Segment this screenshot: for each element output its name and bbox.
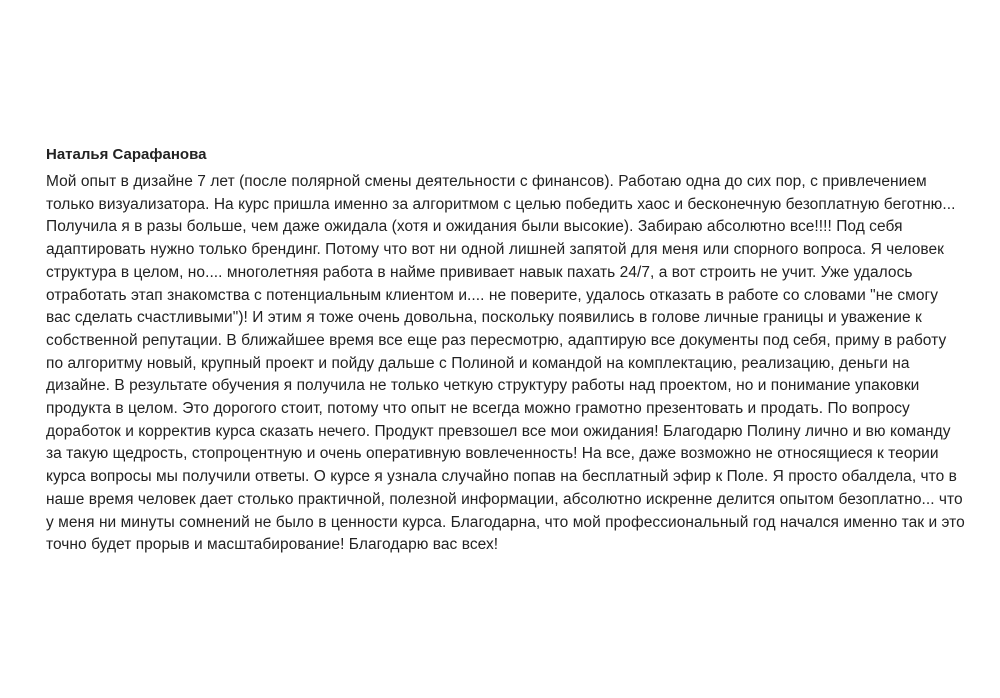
review-text: Мой опыт в дизайне 7 лет (после полярной смены деятельности с финансов). Работаю одна до сих пор, с привлечением только визуализатора. На курс пришла именно за алгоритмом с целью победить хаос и бесконечную безоплатную беготню... Получила я в разы больше, чем даже ожидала (хотя и ожидания были высокие). Забираю абсолютно все!!!! Под себя адаптировать нужно только брендинг. Потому что вот ни одной лишней запятой для меня или спорного вопроса. Я человек структура в целом, но.... многолетняя работа в найме прививает навык пахать 24/7, а вот строить не учит. Уже удалось отработать этап знакомства с потенциальным клиентом и.... не поверите, удалось отказать в работе со словами "не смогу вас сделать счастливыми")! И этим я тоже очень довольна, поскольку появились в голове личные границы и уважение к собственной репутации. В ближайшее время все еще раз пересмотрю, адаптирую все документы под себя, приму в работу по алгоритму новый, крупный проект и пойду дальше с Полиной и командой на комплектацию, реализацию, деньги на дизайне. В результате обучения я получила не только четкую структуру работы над проектом, но и понимание упаковки продукта в целом. Это дорогого стоит, потому что опыт не всегда можно грамотно презентовать и продать. По вопросу доработок и корректив курса сказать нечего. Продукт превзошел все мои ожидания! Благодарю Полину лично и вю команду за такую щедрость, стопроцентную и очень оперативную вовлеченность! На все, даже возможно не относящиеся к теории курса вопросы мы получили ответы. О курсе я узнала случайно попав на бесплатный эфир к Поле. Я просто обалдела, что в наше время человек дает столько практичной, полезной информации, абсолютно искренне делится опытом безоплатно... что у меня ни минуты сомнений не было в ценности курса. Благодарна, что мой профессиональный год начался именно так и это точно будет прорыв и масштабирование! Благодарю вас всех! <box>46 173 965 554</box>
review-card <box>46 145 966 557</box>
review-author-name: Наталья Сарафанова <box>46 146 207 163</box>
